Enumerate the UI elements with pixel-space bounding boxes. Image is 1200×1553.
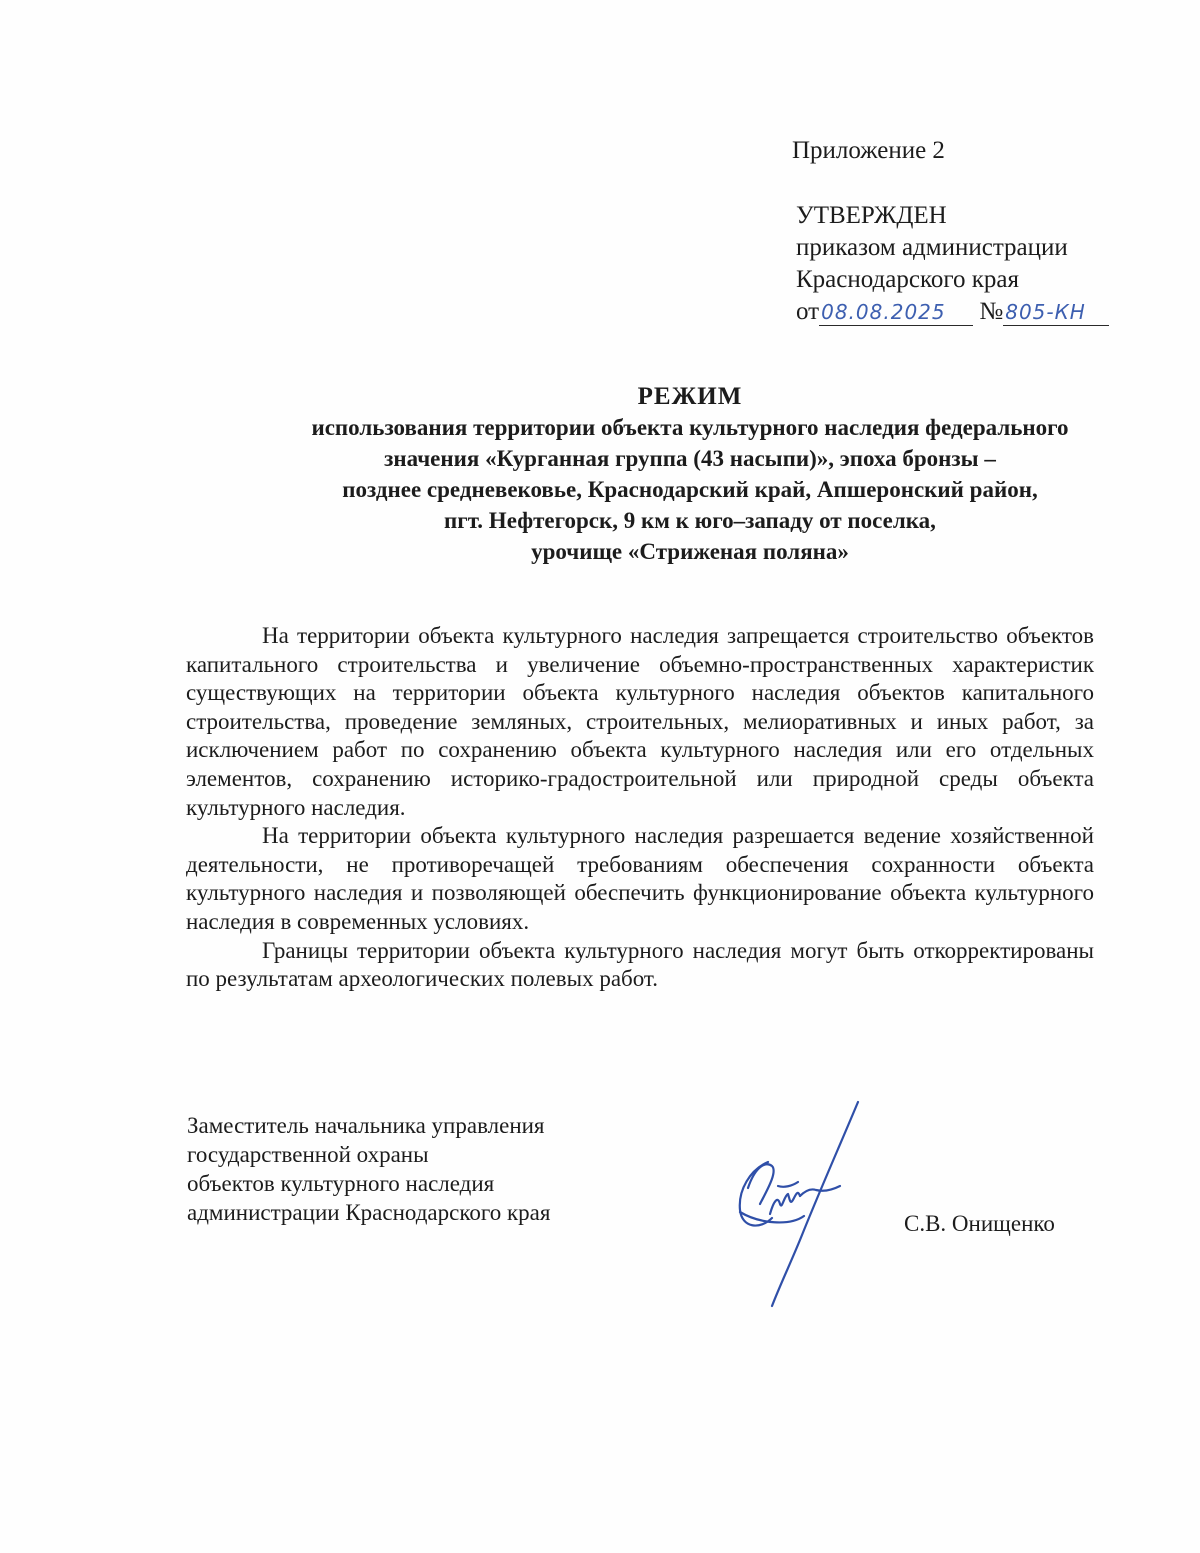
approval-stamp-block xyxy=(796,200,1109,328)
signature-icon xyxy=(720,1100,870,1310)
paragraph-boundaries: Границы территории объекта культурного наследия могут быть откорректированы по результатам археологических полевых работ. xyxy=(186,937,1094,992)
title-line-4: пгт. Нефтегорск, 9 км к юго–западу от поселка, xyxy=(444,508,936,533)
paragraph-prohibitions: На территории объекта культурного наследия запрещается строительство объектов капитального строительства и увеличение объемно-пространственных характеристик существующих на территории объекта культурного наследия объектов капитального строительства, проведение земляных, строительных, мелиоративных и иных работ, за исключением работ по сохранению объекта культурного наследия или его отдельных элементов, сохранению историко-градостроительной или природной среды объекта культурного наследия. xyxy=(186,623,1094,820)
number-prefix: № xyxy=(979,298,1004,325)
handwritten-order-number: 805-КН xyxy=(1003,299,1109,326)
signer-name: С.В. Онищенко xyxy=(904,1211,1055,1236)
appendix-label: Приложение 2 xyxy=(792,137,945,164)
signatory-position-line-1: Заместитель начальника управления xyxy=(187,1113,545,1138)
document-body xyxy=(186,622,1094,994)
signatory-position-line-2: государственной охраны xyxy=(187,1142,429,1167)
approved-by-line-2: Краснодарского края xyxy=(796,266,1019,293)
title-line-3: позднее средневековье, Краснодарский край, Апшеронский район, xyxy=(342,477,1038,502)
title-line-2: значения «Курганная группа (43 насыпи)», эпоха бронзы – xyxy=(384,446,996,471)
signatory-position-line-3: объектов культурного наследия xyxy=(187,1171,495,1196)
signatory-position-line-4: администрации Краснодарского края xyxy=(187,1200,551,1225)
title-main: РЕЖИМ xyxy=(637,383,743,410)
approved-label: УТВЕРЖДЕН xyxy=(796,202,947,229)
approved-by-line-1: приказом администрации xyxy=(796,234,1068,261)
document-title xyxy=(140,381,1200,567)
title-line-5: урочище «Стриженая поляна» xyxy=(531,539,849,564)
signatory-position xyxy=(187,1111,550,1227)
handwritten-date: 08.08.2025 xyxy=(819,299,973,326)
date-prefix: от xyxy=(796,298,820,325)
paragraph-permitted-activity: На территории объекта культурного наследия разрешается ведение хозяйственной деятельности, не противоречащей требованиям обеспечения сохранности объекта культурного наследия и позволяющей обеспечить функционирование объекта культурного наследия в современных условиях. xyxy=(186,823,1094,934)
title-line-1: использования территории объекта культурного наследия федерального xyxy=(311,415,1069,440)
order-date-number-line xyxy=(796,296,1109,328)
